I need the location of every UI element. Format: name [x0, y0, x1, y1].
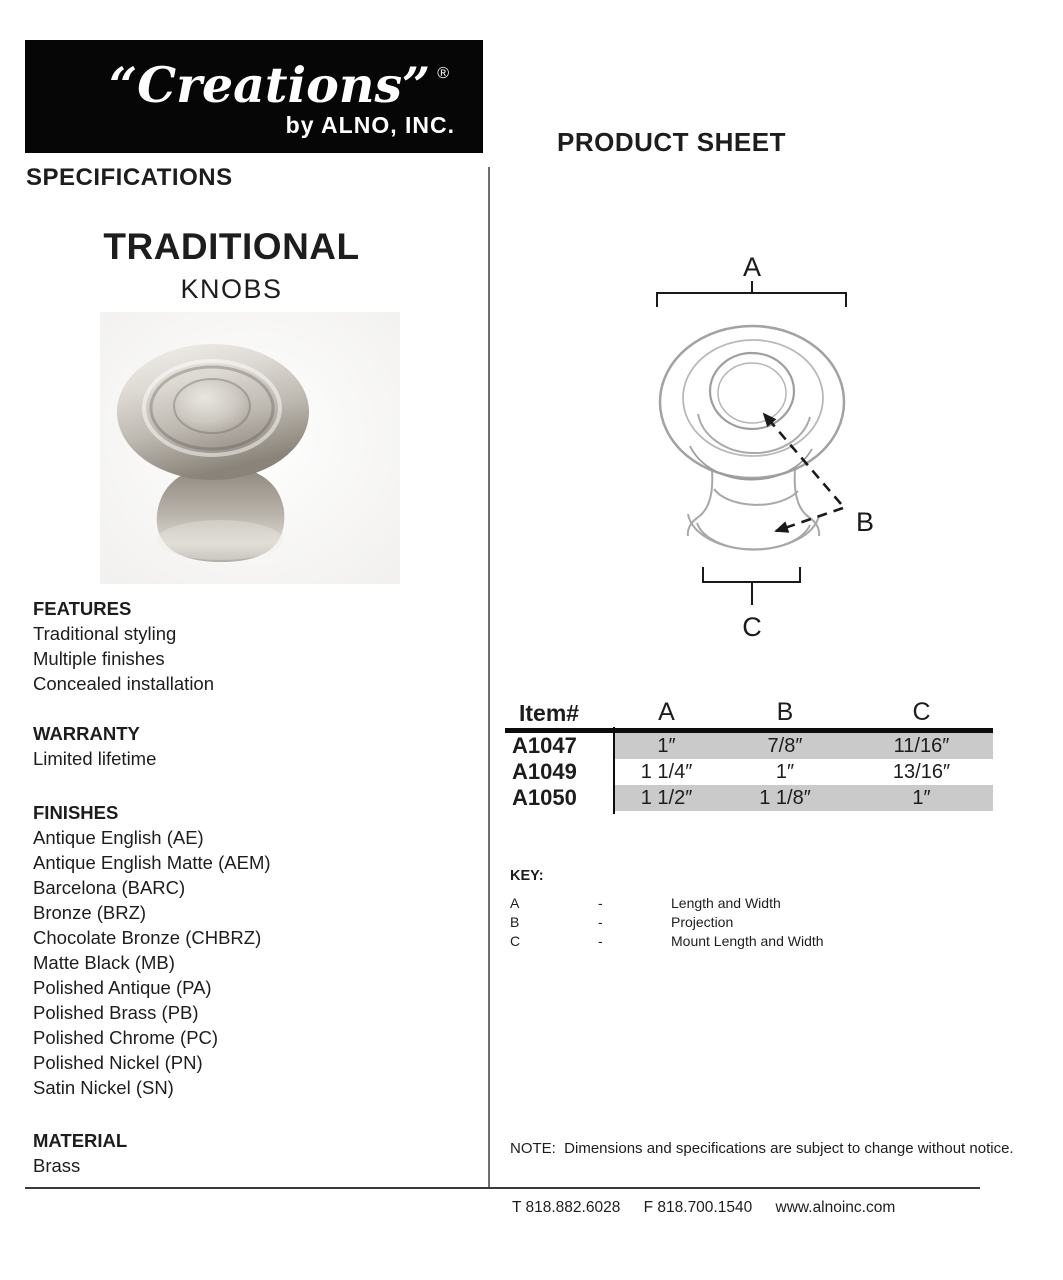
key-row [510, 913, 824, 932]
feature-item: Concealed installation [33, 673, 215, 694]
fax-number: F 818.700.1540 [643, 1199, 753, 1216]
finish-item: Polished Brass (PB) [33, 1002, 199, 1023]
finish-item: Polished Nickel (PN) [33, 1052, 203, 1073]
table-row [505, 759, 993, 785]
material-item: Brass [33, 1155, 81, 1176]
row-values [613, 733, 993, 759]
row-values [613, 785, 993, 811]
column-divider [488, 167, 490, 1187]
knob-base-rim [157, 520, 283, 560]
warranty-item: Limited lifetime [33, 748, 157, 769]
product-title: TRADITIONAL [103, 226, 360, 267]
finish-item: Antique English (AE) [33, 827, 204, 848]
row-values [613, 759, 993, 785]
key-description: Length and Width [671, 895, 781, 911]
dimension-diagram [630, 240, 950, 660]
registered-trademark-icon: ® [437, 65, 450, 82]
dimension-a-bracket [657, 281, 846, 307]
finish-item: Barcelona (BARC) [33, 877, 186, 898]
dim-a-value: 1 1/4″ [640, 760, 693, 783]
column-header-a: A [658, 698, 675, 726]
spec-sections [33, 596, 473, 1178]
knob-drawing-base [688, 470, 819, 550]
phone-number: T 818.882.6028 [512, 1199, 621, 1216]
size-table-header [505, 700, 993, 733]
finish-item: Chocolate Bronze (CHBRZ) [33, 927, 262, 948]
bottom-rule [25, 1187, 980, 1189]
table-row [505, 785, 993, 811]
finish-item: Bronze (BRZ) [33, 902, 147, 923]
footer-contact [512, 1199, 895, 1217]
dim-b-value: 1 1/8″ [759, 786, 811, 809]
dim-b-value: 1″ [775, 760, 795, 783]
item-code: A1047 [512, 733, 577, 758]
dim-c-value: 13/16″ [892, 760, 951, 783]
feature-item: Multiple finishes [33, 648, 165, 669]
dimension-c-label: C [742, 612, 762, 642]
key-letter: B [510, 914, 520, 930]
logo-creations-text: “Creations” [108, 56, 431, 114]
key-dash: - [598, 933, 603, 949]
finish-item: Satin Nickel (SN) [33, 1077, 174, 1098]
feature-item: Traditional styling [33, 623, 177, 644]
knob-drawing-cap [660, 326, 844, 480]
finish-item: Antique English Matte (AEM) [33, 852, 271, 873]
column-header-b: B [776, 698, 794, 726]
dimension-a-label: A [742, 252, 762, 282]
column-header-item: Item# [519, 700, 580, 726]
finish-item: Polished Chrome (PC) [33, 1027, 219, 1048]
features-heading: FEATURES [33, 598, 132, 619]
key-letter: A [510, 895, 520, 911]
key-dash: - [598, 914, 603, 930]
note-text: NOTE: Dimensions and specifications are subject to change without notice. [510, 1140, 1014, 1157]
finish-item: Polished Antique (PA) [33, 977, 212, 998]
specifications-heading: SPECIFICATIONS [26, 164, 233, 191]
item-code: A1050 [512, 785, 577, 810]
dim-a-value: 1″ [657, 734, 676, 757]
key-row [510, 932, 824, 951]
item-code: A1049 [512, 759, 577, 784]
website-url: www.alnoinc.com [775, 1199, 896, 1216]
dim-c-value: 1″ [912, 786, 931, 809]
key-row [510, 894, 824, 913]
knob-photo-illustration [100, 312, 400, 584]
product-photo [100, 312, 400, 584]
key-description: Projection [671, 914, 734, 930]
material-heading: MATERIAL [33, 1130, 128, 1151]
logo-script-text [25, 43, 483, 116]
dimension-key [510, 868, 824, 951]
logo-byline: by ALNO, INC. [285, 112, 455, 138]
dim-c-value: 11/16″ [893, 734, 950, 757]
warranty-heading: WARRANTY [33, 723, 140, 744]
dim-a-value: 1 1/2″ [640, 786, 693, 809]
product-sheet-label: PRODUCT SHEET [557, 127, 786, 157]
brand-logo [25, 40, 483, 153]
finishes-heading: FINISHES [33, 802, 119, 823]
key-heading: KEY: [510, 868, 544, 884]
key-dash: - [598, 895, 603, 911]
knob-center-dome [174, 379, 250, 433]
key-description: Mount Length and Width [671, 933, 824, 949]
key-letter: C [510, 933, 521, 949]
dim-b-value: 7/8″ [767, 734, 803, 757]
size-table [505, 700, 993, 811]
product-subtitle: KNOBS [180, 274, 283, 304]
table-row [505, 733, 993, 759]
dimension-c-bracket [703, 567, 800, 605]
finish-item: Matte Black (MB) [33, 952, 175, 973]
table-vertical-divider [613, 727, 615, 814]
column-header-c: C [912, 698, 931, 726]
dimension-b-label: B [856, 507, 875, 537]
